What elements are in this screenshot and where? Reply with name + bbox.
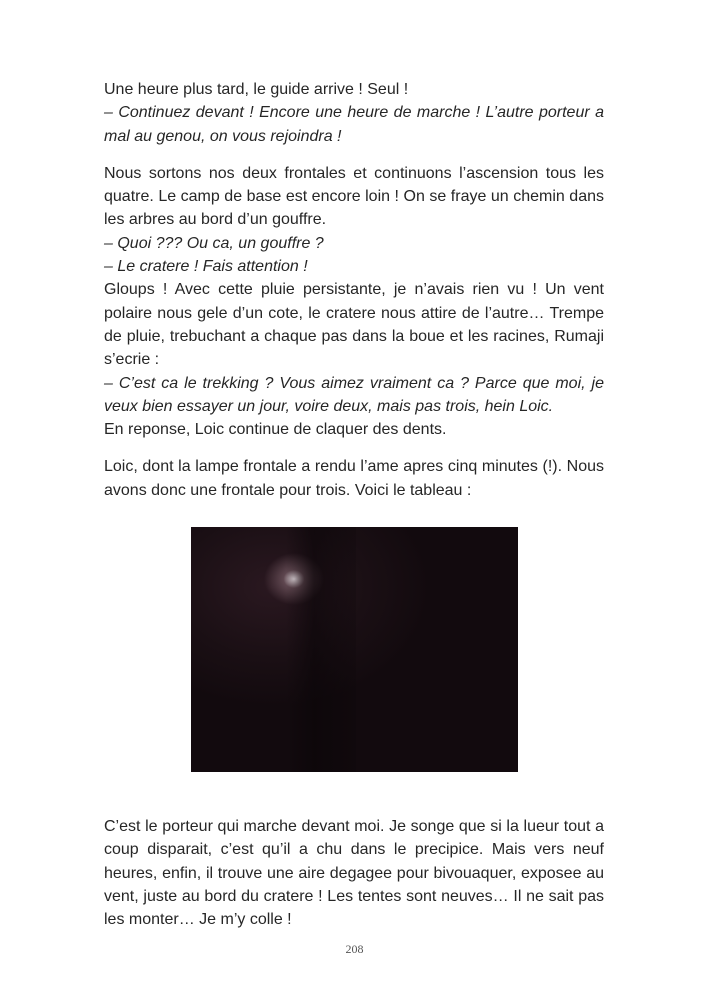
paragraph: En reponse, Loic continue de claquer des dents.: [104, 421, 447, 439]
page-body: [104, 78, 604, 502]
photo-shadow: [286, 527, 356, 772]
dialogue-line: – Quoi ??? Ou ca, un gouffre ?: [104, 234, 324, 252]
paragraph: C’est le porteur qui marche devant moi. Je songe que si la lueur tout a coup disparait, c’est qu’il a chu dans le precipice. Mais vers neuf heures, enfin, il trouve une aire degagee pour bivouaquer, exposee au vent, juste au bord du cratere ! Les tentes sont neuves… Il ne sait pas les monter… Je m’y colle !: [104, 818, 604, 929]
paragraph: Gloups ! Avec cette pluie persistante, je n’avais rien vu ! Un vent polaire nous gele d’un cote, le cratere nous attire de l’autre… Trempe de pluie, trebuchant a chaque pas dans la boue et les racines, Rumaji s’ecrie :: [104, 281, 604, 369]
dialogue-line: – C’est ca le trekking ? Vous aimez vraiment ca ? Parce que moi, je veux bien essayer un jour, voire deux, mais pas trois, hein Loic.: [104, 374, 604, 415]
paragraph-line: Une heure plus tard, le guide arrive ! Seul !: [104, 81, 409, 98]
page-number: 208: [345, 942, 364, 956]
dialogue-line: – Continuez devant ! Encore une heure de marche ! L’autre porteur a mal au genou, on vous rejoindra !: [104, 104, 604, 145]
paragraph: Nous sortons nos deux frontales et continuons l’ascension tous les quatre. Le camp de base est encore loin ! On se fraye un chemin dans les arbres au bord d’un gouffre.: [104, 164, 604, 229]
paragraph: Loic, dont la lampe frontale a rendu l’ame apres cinq minutes (!). Nous avons donc une frontale pour trois. Voici le tableau :: [104, 458, 604, 499]
night-photo: [191, 527, 518, 772]
dialogue-line: – Le cratere ! Fais attention !: [104, 258, 308, 276]
page-body-bottom: [104, 815, 604, 931]
